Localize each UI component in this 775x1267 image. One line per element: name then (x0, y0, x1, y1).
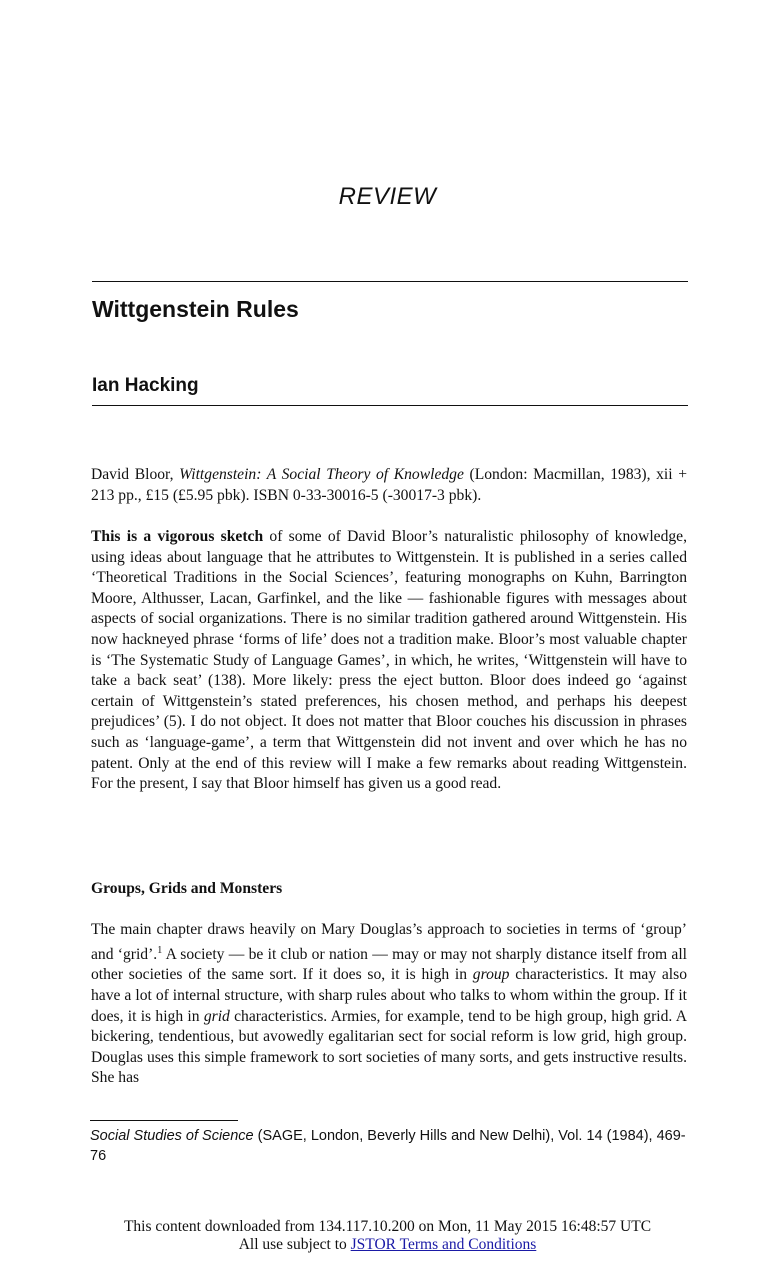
terms-prefix: All use subject to (238, 1236, 347, 1253)
journal-details: (SAGE, London, Beverly Hills and New Delhi), Vol. 14 (1984), 469-76 (90, 1128, 686, 1164)
footnote-marker[interactable]: 1 (157, 944, 163, 956)
journal-name: Social Studies of Science (90, 1128, 254, 1144)
terms-link[interactable]: JSTOR Terms and Conditions (350, 1236, 537, 1253)
download-footer (0, 1218, 775, 1254)
body-text-2: A society — be it club or nation — may or may not sharply distance itself from all other societies of the same sort. If it does so, it is high in (91, 945, 687, 984)
journal-reference (90, 1126, 686, 1166)
body-text-3: characteristics. It may also have a lot of internal structure, with sharp rules about who talks to whom within the group. If it does, it is high in (91, 966, 687, 1025)
citation-details: (London: Macmillan, 1983), xii + 213 pp., £15 (£5.95 pbk). ISBN 0-33-30016-5 (-30017-3 pbk). (91, 466, 688, 504)
download-line: This content downloaded from 134.117.10.200 on Mon, 11 May 2015 16:48:57 UTC (123, 1218, 652, 1235)
emphasis-grid: grid (203, 1007, 230, 1025)
body-text-4: characteristics. Armies, for example, tend to be high group, high grid. A bickering, tendentious, but avowedly egalitarian sect for social reform is low grid, high group. Douglas uses this simple framework to sort societies of many sorts, and gets instructive results. She has (91, 1007, 687, 1087)
section-label: REVIEW (338, 183, 437, 210)
article-author: Ian Hacking (92, 375, 199, 396)
book-citation (91, 465, 687, 506)
footnote-rule (90, 1120, 238, 1121)
emphasis-group: group (472, 966, 510, 984)
intro-body: of some of David Bloor’s naturalistic philosophy of knowledge, using ideas about language that he attributes to Wittgenstein. It is published in a series called ‘Theoretical Traditions in the Social Sciences’, featuring monographs on Kuhn, Barrington Moore, Althusser, Lacan, Garfinkel, and the like — fashionable figures with messages about aspects of social organizations. There is no similar tradition gathered around Wittgenstein. His now hackneyed phrase ‘forms of life’ does not a tradition make. Bloor’s most valuable chapter is ‘The Systematic Study of Language Games’, in which, he writes, ‘Wittgenstein will have to take a back seat’ (138). More likely: press the eject button. Bloor does indeed go ‘against certain of Wittgenstein’s stated preferences, his chosen method, and perhaps his deepest prejudices’ (5). I do not object. It does not matter that Bloor couches his discussion in phrases such as ‘language-game’, a term that Wittgenstein did not invent and over which he has no patent. Only at the end of this review will I make a few remarks about reading Wittgenstein. For the present, I say that Bloor himself has given us a good read. (91, 528, 687, 793)
citation-author: David Bloor, (91, 466, 174, 483)
body-text-1: The main chapter draws heavily on Mary Douglas’s approach to societies in terms of ‘group’ and ‘grid’. (91, 921, 687, 963)
intro-lead: This is a vigorous sketch (91, 528, 264, 545)
intro-paragraph (91, 527, 687, 795)
section-heading: Groups, Grids and Monsters (91, 880, 283, 897)
article-title: Wittgenstein Rules (92, 296, 299, 322)
terms-line (0, 1236, 775, 1254)
citation-book-title: Wittgenstein: A Social Theory of Knowledge (179, 466, 464, 483)
title-top-rule (92, 281, 688, 282)
title-bottom-rule (92, 405, 688, 406)
body-paragraph (91, 920, 687, 1089)
